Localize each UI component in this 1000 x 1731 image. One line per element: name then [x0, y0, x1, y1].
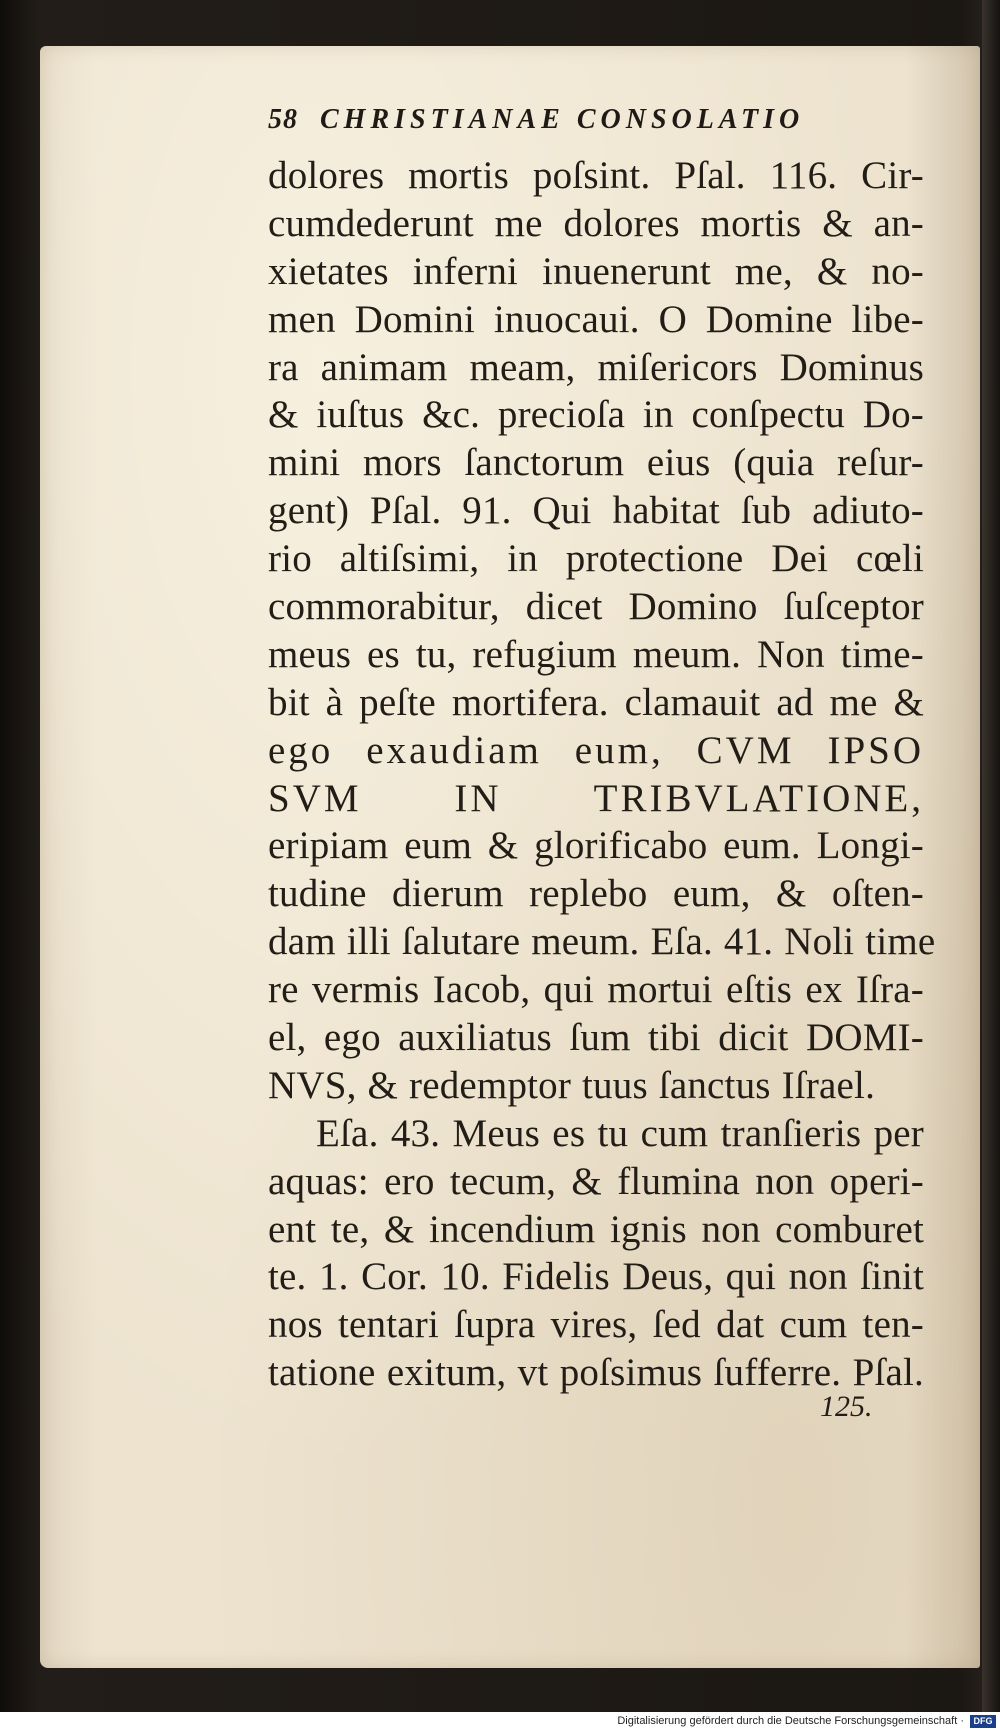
page-number: 58: [268, 104, 298, 135]
text-line: ent te, & incendium ignis non comburet: [268, 1207, 924, 1251]
running-header: [268, 104, 908, 146]
text-line: rio altiſsimi, in protectione Dei cœli: [268, 537, 924, 581]
text-line: mini mors ſanctorum eius (quia reſur-: [268, 441, 924, 485]
text-line: meus es tu, refugium meum. Non time-: [268, 632, 924, 676]
text-line: bit à peſte mortifera. clamauit ad me &: [268, 680, 924, 724]
running-title: CHRISTIANAE CONSOLATIO: [320, 104, 805, 135]
text-line: xietates inferni inuenerunt me, & no-: [268, 249, 924, 293]
digitization-footer: [0, 1712, 1000, 1731]
text-line: te. 1. Cor. 10. Fidelis Deus, qui non ſinit: [268, 1255, 924, 1299]
footer-credit: Digitalisierung gefördert durch die Deutsche Forschungsgemeinschaft ·: [617, 1715, 964, 1727]
text-line: Eſa. 43. Meus es tu cum tranſieris per: [316, 1111, 924, 1155]
text-line: gent) Pſal. 91. Qui habitat ſub adiuto-: [268, 489, 924, 533]
text-line: aquas: ero tecum, & flumina non operi-: [268, 1159, 924, 1203]
text-line: eripiam eum & glorificabo eum. Longi-: [268, 824, 924, 868]
text-line: tatione exitum, vt poſsimus ſufferre. Pſal.: [268, 1351, 924, 1395]
text-line: NVS, & redemptor tuus ſanctus Iſrael.: [268, 1063, 876, 1107]
book-spine-edge: [982, 0, 1000, 1731]
text-line: cumdederunt me dolores mortis & an-: [268, 201, 924, 245]
text-line: tudine dierum replebo eum, & oſten-: [268, 872, 924, 916]
dfg-logo-icon: DFG: [970, 1715, 996, 1728]
text-line: ego exaudiam eum, CVM IPSO: [268, 728, 924, 772]
text-line: & iuſtus &c. precioſa in conſpectu Do-: [268, 393, 924, 437]
text-line: el, ego auxiliatus ſum tibi dicit DOMI-: [268, 1016, 924, 1060]
text-line: SVM IN TRIBVLATIONE,: [268, 776, 924, 820]
text-line: commorabitur, dicet Domino ſuſceptor: [268, 585, 924, 629]
text-line: ra animam meam, miſericors Dominus: [268, 345, 924, 389]
text-line: nos tentari ſupra vires, ſed dat cum ten-: [268, 1303, 924, 1347]
catchword: 125.: [820, 1390, 873, 1423]
body-text: [268, 152, 936, 1397]
text-line: dam illi ſalutare meum. Eſa. 41. Noli time: [268, 920, 936, 964]
text-line: men Domini inuocaui. O Domine libe-: [268, 297, 924, 341]
text-line: dolores mortis poſsint. Pſal. 116. Cir-: [268, 154, 924, 197]
text-line: re vermis Iacob, qui mortui eſtis ex Iſra-: [268, 968, 924, 1012]
